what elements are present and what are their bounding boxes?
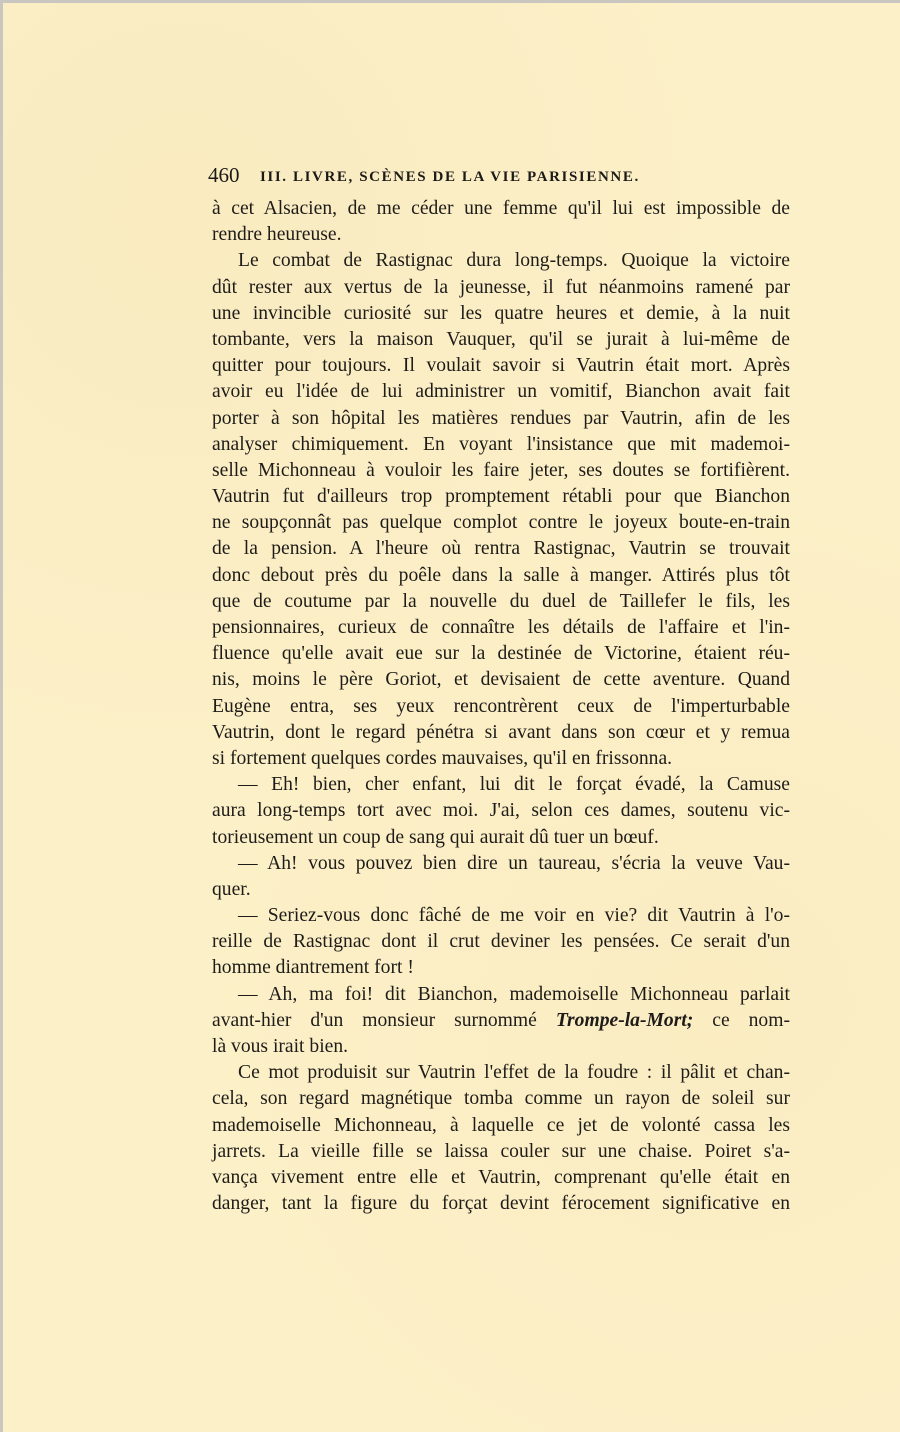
text-line: reille de Rastignac dont il crut deviner les pensées. Ce serait d'un xyxy=(212,931,790,953)
text-line: Eugène entra, ses yeux rencontrèrent ceux de l'imperturbable xyxy=(212,695,790,717)
text-line: rendre heureuse. xyxy=(212,224,342,246)
body-text xyxy=(212,196,790,1217)
running-head xyxy=(208,161,798,189)
text-line: — Eh! bien, cher enfant, lui dit le forçat évadé, la Camuse xyxy=(238,774,790,796)
text-line: tombante, vers la maison Vauquer, qu'il se jurait à lui-même de xyxy=(212,328,790,350)
paragraph xyxy=(212,248,790,772)
text-line: jarrets. La vieille fille se laissa couler sur une chaise. Poiret s'a- xyxy=(212,1140,790,1162)
text-line: homme diantrement fort ! xyxy=(212,957,414,979)
text-line: Vautrin, dont le regard pénétra si avant dans son cœur et y remua xyxy=(212,721,790,743)
text-line: nis, moins le père Goriot, et devisaient de cette aventure. Quand xyxy=(212,669,790,691)
text-line: aura long-temps tort avec moi. J'ai, selon ces dames, soutenu vic- xyxy=(212,800,790,822)
page-number: 460 xyxy=(208,163,240,187)
text-line: donc debout près du poêle dans la salle à manger. Attirés plus tôt xyxy=(212,564,790,586)
paragraph xyxy=(212,1060,790,1217)
text-line: — Seriez-vous donc fâché de me voir en vie? dit Vautrin à l'o- xyxy=(238,905,790,927)
text-line: Le combat de Rastignac dura long-temps. Quoique la victoire xyxy=(238,250,790,272)
italic-term: Trompe-la-Mort; xyxy=(555,1009,694,1031)
paragraph xyxy=(212,982,790,1061)
paragraph xyxy=(212,903,790,982)
text-line: dût rester aux vertus de la jeunesse, il fut néanmoins ramené par xyxy=(212,276,790,298)
text-line: selle Michonneau à vouloir les faire jeter, ses doutes se fortifièrent. xyxy=(212,459,790,481)
paragraph xyxy=(212,772,790,851)
text-line: que de coutume par la nouvelle du duel de Taillefer le fils, les xyxy=(212,590,790,612)
text-line: de la pension. A l'heure où rentra Rastignac, Vautrin se trouvait xyxy=(212,538,790,560)
text-line: analyser chimiquement. En voyant l'insistance que mit mademoi- xyxy=(212,433,790,455)
text-line: torieusement un coup de sang qui aurait dû tuer un bœuf. xyxy=(212,826,659,848)
text-line: vança vivement entre elle et Vautrin, comprenant qu'elle était en xyxy=(212,1166,790,1188)
text-line: si fortement quelques cordes mauvaises, qu'il en frissonna. xyxy=(212,747,673,769)
text-line: là vous irait bien. xyxy=(212,1036,349,1057)
text-line: avoir eu l'idée de lui administrer un vomitif, Bianchon avait fait xyxy=(212,381,790,403)
text-line: mademoiselle Michonneau, à laquelle ce jet de volonté cassa les xyxy=(212,1114,790,1136)
text-line: quitter pour toujours. Il voulait savoir si Vautrin était mort. Après xyxy=(212,355,790,377)
paragraph xyxy=(212,196,790,248)
paragraph xyxy=(212,851,790,903)
text-line: à cet Alsacien, de me céder une femme qu'il lui est impossible de xyxy=(212,198,790,219)
text-line: Vautrin fut d'ailleurs trop promptement rétabli pour que Bianchon xyxy=(212,486,790,508)
text-line: quer. xyxy=(212,878,251,900)
text-line: ne soupçonnât pas quelque complot contre le joyeux boute-en-train xyxy=(212,512,790,534)
text-line: une invincible curiosité sur les quatre heures et demie, à la nuit xyxy=(212,302,790,324)
text-line: fluence qu'elle avait eue sur la destinée de Victorine, étaient réu- xyxy=(212,643,790,665)
text-line: pensionnaires, curieux de connaître les détails de l'affaire et l'in- xyxy=(212,617,790,638)
running-head-title: III. LIVRE, SCÈNES DE LA VIE PARISIENNE. xyxy=(260,169,640,185)
text-line: — Ah, ma foi! dit Bianchon, mademoiselle Michonneau parlait xyxy=(238,983,790,1005)
text-line: — Ah! vous pouvez bien dire un taureau, s'écria la veuve Vau- xyxy=(238,852,790,874)
book-page xyxy=(3,3,900,1432)
text-line: avant-hier d'un monsieur surnommé Trompe-la-Mort; ce nom- xyxy=(212,1009,790,1031)
text-line: Ce mot produisit sur Vautrin l'effet de la foudre : il pâlit et chan- xyxy=(238,1062,790,1084)
text-line: porter à son hôpital les matières rendues par Vautrin, afin de les xyxy=(212,407,790,429)
text-line: danger, tant la figure du forçat devint férocement significative en xyxy=(212,1193,790,1215)
text-line: cela, son regard magnétique tomba comme un rayon de soleil sur xyxy=(212,1088,790,1110)
